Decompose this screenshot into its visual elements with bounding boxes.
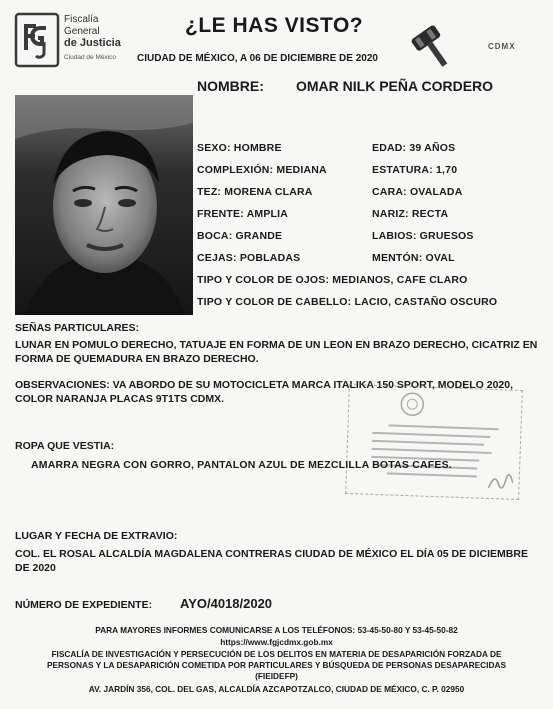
expediente-label: NÚMERO DE EXPEDIENTE: (15, 599, 153, 611)
field-menton: MENTÓN: OVAL (372, 252, 455, 264)
field-nariz: NARIZ: RECTA (372, 208, 449, 220)
logo-text-line2: General (64, 26, 100, 37)
footer-address: AV. JARDÍN 356, COL. DEL GAS, ALCALDÍA AZCAPOTZALCO, CIUDAD DE MÉXICO, C. P. 02950 (88, 684, 465, 694)
field-labios: LABIOS: GRUESOS (372, 230, 474, 242)
footer-phones: PARA MAYORES INFORMES COMUNICARSE A LOS TELÉFONOS: 53-45-50-80 Y 53-45-50-82 (95, 625, 458, 635)
field-cejas: CEJAS: POBLADAS (197, 252, 301, 264)
fgj-logo-mark (14, 12, 60, 68)
footer-fiscalia-line1: FISCALÍA DE INVESTIGACIÓN Y PERSECUCIÓN DE LOS DELITOS EN MATERIA DE DESAPARICIÓN FORZADA DE (51, 649, 502, 659)
senas-label: SEÑAS PARTICULARES: (15, 322, 140, 334)
field-edad: EDAD: 39 AÑOS (372, 142, 456, 154)
logo-text-line1: Fiscalía (64, 14, 99, 25)
fgj-logo (14, 12, 144, 72)
field-tez: TEZ: MORENA CLARA (197, 186, 313, 198)
cdmx-label: CDMX (488, 42, 516, 51)
stamp-seal-icon (397, 391, 428, 418)
name-label: NOMBRE: (197, 78, 264, 94)
field-frente: FRENTE: AMPLIA (197, 208, 289, 220)
footer-fiscalia-line2: PERSONAS Y LA DESAPARICIÓN COMETIDA POR PARTICULARES Y BÚSQUEDA DE PERSONAS DESAPARECIDAS (46, 660, 506, 670)
field-cabello: TIPO Y COLOR DE CABELLO: LACIO, CASTAÑO OSCURO (197, 296, 498, 308)
page-title: ¿LE HAS VISTO? (185, 14, 364, 37)
field-estatura: ESTATURA: 1,70 (372, 164, 458, 176)
stamp-signature (486, 468, 515, 495)
extravio-text: COL. EL ROSAL ALCALDÍA MAGDALENA CONTRERAS CIUDAD DE MÉXICO EL DÍA 05 DE DICIEMBRE DE 2020 (15, 548, 528, 574)
ropa-label: ROPA QUE VESTIA: (15, 440, 115, 452)
logo-text-line3: de Justicia (64, 37, 121, 49)
name-value: OMAR NILK PEÑA CORDERO (296, 78, 494, 94)
person-photo (15, 95, 193, 315)
ropa-text: AMARRA NEGRA CON GORRO, PANTALON AZUL DE MEZCLILLA BOTAS CAFES. (31, 459, 452, 471)
official-stamp (345, 384, 523, 500)
expediente-value: AYO/4018/2020 (180, 596, 273, 611)
field-ojos: TIPO Y COLOR DE OJOS: MEDIANOS, CAFE CLARO (197, 274, 468, 286)
field-sexo: SEXO: HOMBRE (197, 142, 282, 154)
footer-url[interactable]: https://www.fgjcdmx.gob.mx (220, 637, 333, 647)
extravio-label: LUGAR Y FECHA DE EXTRAVIO: (15, 530, 178, 542)
logo-text-line4: Ciudad de México (64, 54, 117, 61)
dateline: CIUDAD DE MÉXICO, A 06 DE DICIEMBRE DE 2020 (137, 53, 378, 64)
gavel-icon (408, 14, 464, 70)
field-complexion: COMPLEXIÓN: MEDIANA (197, 164, 327, 176)
senas-text: LUNAR EN POMULO DERECHO, TATUAJE EN FORMA DE UN LEON EN BRAZO DERECHO, CICATRIZ EN FORMA DE QUEMADURA EN BRAZO DERECHO. (15, 339, 538, 365)
field-boca: BOCA: GRANDE (197, 230, 283, 242)
observaciones-text: OBSERVACIONES: VA ABORDO DE SU MOTOCICLETA MARCA ITALIKA 150 SPORT, MODELO 2020, COLOR NARANJA PLACAS 9T1TS CDMX. (15, 379, 514, 405)
footer-fiscalia-line3: (FIEIDEFP) (255, 671, 298, 681)
field-cara: CARA: OVALADA (372, 186, 463, 198)
